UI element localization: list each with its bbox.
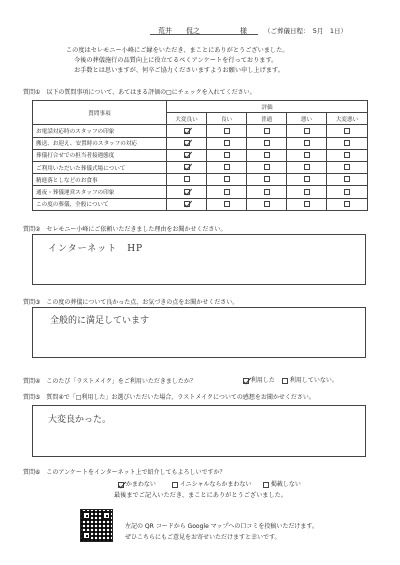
rating-checkbox[interactable] [224, 128, 230, 134]
rating-cell[interactable] [207, 161, 247, 173]
rating-checkbox[interactable] [184, 140, 190, 146]
table-header-item: 質問事項 [33, 101, 167, 125]
table-row [33, 161, 368, 173]
rating-cell[interactable] [247, 125, 287, 137]
rating-cell[interactable] [327, 198, 368, 210]
rating-header-0: 大変良い [167, 113, 207, 125]
rating-checkbox[interactable] [264, 152, 270, 158]
table-row [33, 198, 368, 210]
rating-cell[interactable] [247, 137, 287, 149]
rating-cell[interactable] [247, 161, 287, 173]
q6-option-initials-label: イニシャルならかまわない [179, 481, 252, 488]
rating-checkbox[interactable] [224, 152, 230, 158]
intro-line-3: お手数とは思いますが、何卒ご協力くださいますようお願い申し上げます。 [74, 67, 284, 74]
rating-cell[interactable] [327, 137, 368, 149]
rating-header-1: 良い [207, 113, 247, 125]
rating-cell[interactable] [327, 125, 368, 137]
rating-checkbox[interactable] [344, 140, 350, 146]
rating-checkbox[interactable] [344, 201, 350, 207]
rating-checkbox[interactable] [304, 201, 310, 207]
rating-cell[interactable] [167, 186, 207, 198]
rating-cell[interactable] [327, 161, 368, 173]
rating-cell[interactable] [327, 149, 368, 161]
table-row [33, 125, 368, 137]
q6-option-decline[interactable] [263, 479, 301, 488]
rating-cell[interactable] [287, 125, 327, 137]
customer-name: 荒井 侃之 [158, 27, 200, 35]
rating-checkbox[interactable] [264, 201, 270, 207]
rating-checkbox[interactable] [304, 152, 310, 158]
table-row [33, 149, 368, 161]
rating-cell[interactable] [207, 186, 247, 198]
rating-cell[interactable] [167, 174, 207, 186]
rating-cell[interactable] [327, 186, 368, 198]
rating-cell[interactable] [247, 186, 287, 198]
q6-label: 質問⑥ このアンケートをインターネット上で紹介してもよろしいですか？ [23, 469, 226, 476]
rating-checkbox[interactable] [264, 128, 270, 134]
rating-cell[interactable] [287, 137, 327, 149]
rating-cell[interactable] [167, 149, 207, 161]
q1-label: 質問① 以下の質問事項について、あてはまる評価の□にチェックを入れてください。 [23, 89, 256, 96]
rating-checkbox[interactable] [344, 152, 350, 158]
qr-code[interactable] [80, 509, 113, 542]
rating-header-3: 悪い [287, 113, 327, 125]
q3-label: 質問③ この度の葬儀について良かった点、お気づきの点をお聞かせください。 [23, 299, 239, 306]
rating-cell[interactable] [207, 137, 247, 149]
rating-checkbox[interactable] [304, 128, 310, 134]
question-item: 葬儀打合せでの担当者接遇態度 [33, 149, 167, 161]
q4-checkbox-used[interactable] [243, 378, 249, 384]
q2-label: 質問② セレモニー小峰にご依頼いただきました理由をお聞かせください。 [23, 226, 227, 233]
rating-cell[interactable] [287, 161, 327, 173]
rating-checkbox[interactable] [184, 152, 190, 158]
rating-cell[interactable] [327, 174, 368, 186]
customer-honorific: 様 [240, 27, 247, 35]
q6-option-decline-label: 掲載しない [270, 481, 301, 488]
rating-checkbox[interactable] [304, 140, 310, 146]
rating-header-2: 普通 [247, 113, 287, 125]
q4-checkbox-not-used[interactable] [282, 378, 288, 384]
rating-checkbox[interactable] [264, 176, 270, 182]
q6-checkbox-initials[interactable] [172, 482, 178, 488]
rating-cell[interactable] [287, 186, 327, 198]
rating-cell[interactable] [247, 198, 287, 210]
q4-label: 質問④ このたび「ラストメイク」をご利用いただきましたか？ [23, 378, 196, 385]
question-item: 搬送、お迎え、安置時のスタッフの対応 [33, 137, 167, 149]
table-row [33, 186, 368, 198]
rating-checkbox[interactable] [264, 164, 270, 170]
rating-checkbox[interactable] [184, 201, 190, 207]
rating-cell[interactable] [207, 198, 247, 210]
question-item: 精進落としなどのお食事 [33, 174, 167, 186]
rating-cell[interactable] [167, 137, 207, 149]
intro-line-2: 今後の葬儀施行の品質向上に役立てるべくアンケートを行っております。 [74, 57, 278, 64]
rating-cell[interactable] [207, 125, 247, 137]
q4-option-used-label: 利用した [250, 377, 275, 384]
q4-option-not-used-label: 利用していない。 [289, 377, 338, 384]
q6-option-ok[interactable] [118, 479, 156, 488]
rating-checkbox[interactable] [264, 189, 270, 195]
rating-checkbox[interactable] [184, 164, 190, 170]
rating-checkbox[interactable] [224, 201, 230, 207]
rating-checkbox[interactable] [184, 189, 190, 195]
q3-answer: 全般的に満足しています [50, 316, 150, 326]
q2-answer: インターネット HP [48, 244, 144, 254]
table-row [33, 174, 368, 186]
closing-message: 最後までご記入いただき、まことにありがとうございました。 [114, 492, 288, 499]
rating-checkbox[interactable] [344, 128, 350, 134]
q6-option-initials[interactable] [172, 479, 252, 488]
rating-cell[interactable] [207, 174, 247, 186]
rating-checkbox[interactable] [304, 189, 310, 195]
rating-cell[interactable] [247, 149, 287, 161]
rating-cell[interactable] [287, 198, 327, 210]
rating-cell[interactable] [167, 125, 207, 137]
rating-checkbox[interactable] [184, 176, 190, 182]
rating-checkbox[interactable] [224, 140, 230, 146]
rating-checkbox[interactable] [344, 164, 350, 170]
q5-answer: 大変良かった。 [48, 415, 112, 425]
table-row [33, 137, 368, 149]
rating-cell[interactable] [287, 174, 327, 186]
q6-option-ok-label: かまわない [125, 481, 156, 488]
rating-checkbox[interactable] [184, 128, 190, 134]
rating-cell[interactable] [167, 198, 207, 210]
rating-table [32, 100, 368, 211]
question-item: 通夜・葬儀運営スタッフの印象 [33, 186, 167, 198]
rating-cell[interactable] [247, 174, 287, 186]
q6-checkbox-ok[interactable] [118, 482, 124, 488]
rating-cell[interactable] [287, 149, 327, 161]
intro-line-1: この度はセレモニー小峰にご縁をいただき、まことにありがとうございました。 [66, 47, 289, 54]
rating-checkbox[interactable] [304, 176, 310, 182]
q5-label: 質問⑤ 質問④で「□利用した」お選びいただいた場合、ラストメイクについての感想をお聞かせください。 [23, 394, 315, 401]
q4-option-not-used[interactable] [282, 375, 338, 384]
table-header-rating: 評価 [167, 101, 368, 113]
rating-checkbox[interactable] [344, 189, 350, 195]
rating-cell[interactable] [207, 149, 247, 161]
question-item: この度の葬儀、全般について [33, 198, 167, 210]
rating-checkbox[interactable] [304, 164, 310, 170]
rating-cell[interactable] [167, 161, 207, 173]
qr-text-line-2: ぜひこちらにもご意見をお寄せいただけますと幸いです。 [125, 534, 281, 541]
rating-header-4: 大変悪い [327, 113, 368, 125]
question-item: お電話対応時のスタッフの印象 [33, 125, 167, 137]
rating-checkbox[interactable] [224, 164, 230, 170]
rating-checkbox[interactable] [264, 140, 270, 146]
rating-checkbox[interactable] [224, 189, 230, 195]
funeral-date: （ご葬儀日程： 5月 1日） [264, 27, 348, 35]
q6-checkbox-decline[interactable] [263, 482, 269, 488]
question-item: ご利用いただいた葬儀式場について [33, 161, 167, 173]
rating-checkbox[interactable] [224, 176, 230, 182]
qr-text-line-1: 左記の QR コードから Google マップへの口コミを投稿いただけます。 [125, 523, 318, 530]
rating-checkbox[interactable] [344, 176, 350, 182]
q4-option-used[interactable] [243, 375, 275, 384]
